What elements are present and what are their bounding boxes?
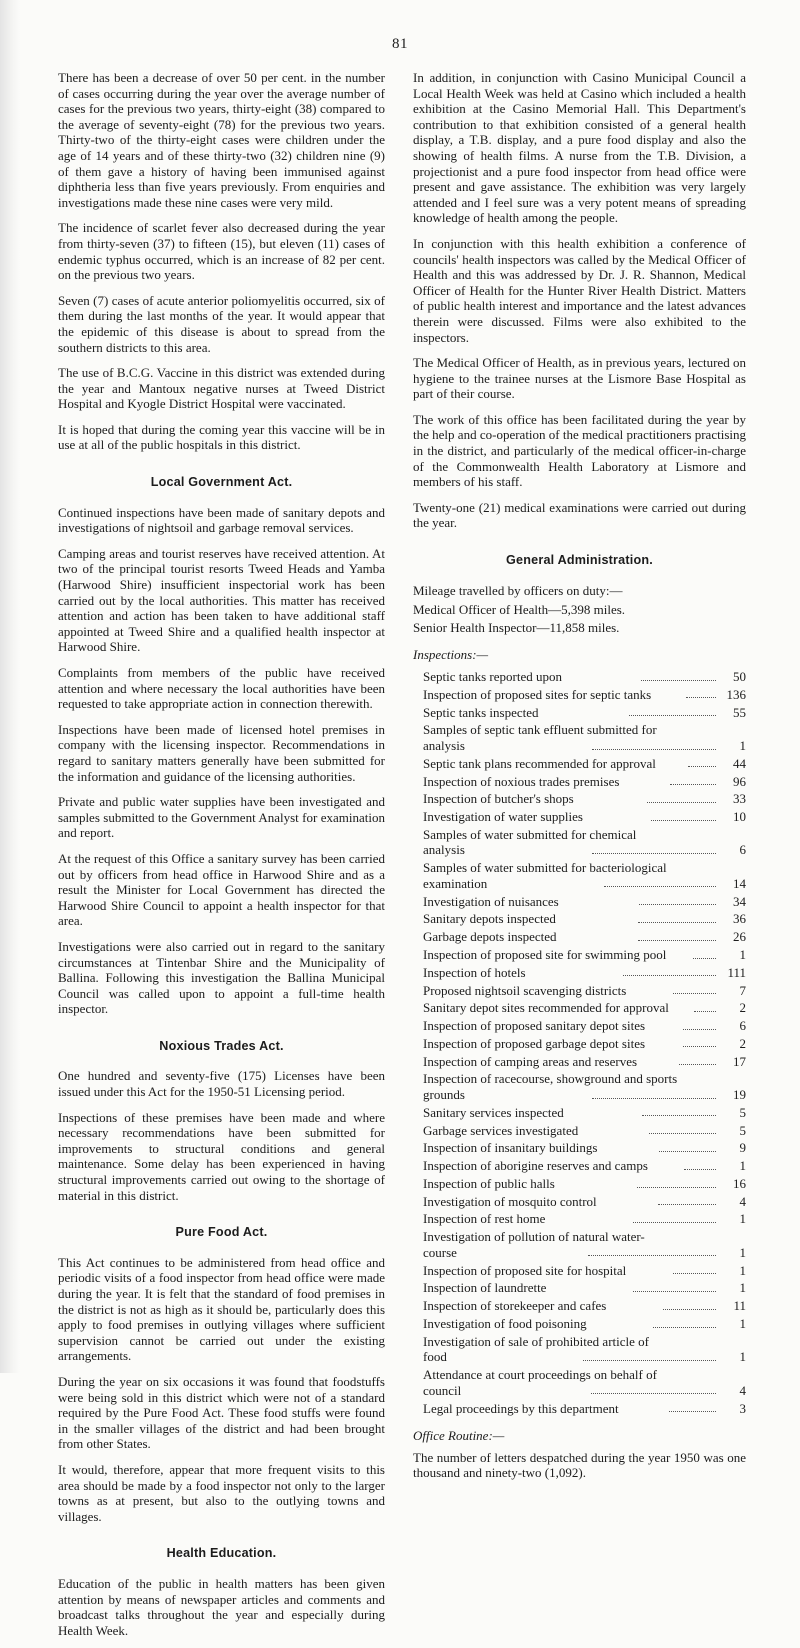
inspection-label: Legal proceedings by this department bbox=[423, 1400, 619, 1416]
inspection-count: 2 bbox=[739, 1035, 746, 1051]
paragraph: Camping areas and tourist reserves have received attention. At two of the principal tourist resorts Tweed Heads and Yamba (Harwood Shire) insufficient inspectorial work has been carried out by the local authorities. This matter has received attention and action has been taken to have additional staff appointed at Tweed Shire and a qualified health inspector at Harwood Shire. bbox=[58, 545, 385, 655]
inspection-count: 136 bbox=[726, 686, 746, 702]
dot-leader bbox=[659, 1151, 716, 1152]
inspection-row bbox=[423, 1071, 746, 1102]
inspection-label: Sanitary depots inspected bbox=[423, 911, 556, 927]
inspection-label: Investigation of water supplies bbox=[423, 809, 583, 825]
right-column bbox=[413, 70, 746, 1491]
inspection-label: Garbage services investigated bbox=[423, 1122, 579, 1138]
inspection-label: Investigation of food poisoning bbox=[423, 1315, 587, 1331]
paragraph: There has been a decrease of over 50 per cent. in the number of cases occurring during the year over the average number of cases for the previous two years, thirty-eight (38) compared to the average of seventy-eight (78) for the previous two years. Thirty-two of the thirty-eight cases were children under the age of 14 years and of these thirty-two (32) children nine (9) of them gave a history of having been immunised against diphtheria less than five years previously. From enquiries and investigations made these nine cases were very mild. bbox=[58, 70, 385, 210]
inspection-count: 6 bbox=[739, 1018, 747, 1034]
office-routine-text: The number of letters despatched during the year 1950 was one thousand and ninety-two (1,092). bbox=[413, 1449, 746, 1481]
inspection-row bbox=[423, 1036, 746, 1052]
dot-leader bbox=[647, 802, 716, 803]
inspection-count: 1 bbox=[739, 1158, 746, 1174]
inspection-label-line2 bbox=[423, 1245, 746, 1261]
inspection-count: 1 bbox=[739, 1280, 746, 1296]
inspection-count: 4 bbox=[739, 1193, 747, 1209]
paragraph: Investigations were also carried out in regard to the sanitary circumstances at Tintenbar Shire and the Municipality of Ballina. Following this investigation the Ballina Municipal Council was called upon to appoint a full-time health inspector. bbox=[58, 938, 385, 1017]
inspection-row bbox=[423, 1229, 746, 1260]
paragraph: One hundred and seventy-five (175) Licenses have been issued under this Act for the 1950-51 Licensing period. bbox=[58, 1068, 385, 1100]
mileage-line: Senior Health Inspector—11,858 miles. bbox=[413, 619, 620, 635]
dot-leader bbox=[633, 1222, 716, 1223]
mileage-line: Medical Officer of Health—5,398 miles. bbox=[413, 602, 626, 618]
dot-leader bbox=[642, 1115, 716, 1116]
inspection-row bbox=[423, 1158, 746, 1174]
inspection-label-line2 bbox=[423, 1087, 746, 1103]
section-heading-local-government: Local Government Act. bbox=[150, 475, 293, 490]
dot-leader bbox=[637, 1187, 716, 1188]
dot-leader bbox=[592, 853, 716, 854]
inspection-label: examination bbox=[423, 875, 488, 891]
section-heading-noxious-trades: Noxious Trades Act. bbox=[159, 1038, 284, 1053]
inspection-label: council bbox=[423, 1382, 462, 1398]
inspection-label: Inspection of noxious trades premises bbox=[423, 773, 620, 789]
inspection-row bbox=[423, 1401, 746, 1417]
inspection-label: Sanitary depot sites recommended for approval bbox=[423, 1000, 669, 1016]
dot-leader bbox=[684, 1169, 716, 1170]
inspection-row bbox=[423, 687, 746, 703]
inspection-label: Septic tanks reported upon bbox=[423, 669, 562, 684]
inspection-row bbox=[423, 1054, 746, 1070]
paragraph: The work of this office has been facilitated during the year by the help and co-operation of the medical practitioners practising in the district, and particularly of the medical officer-in-charge of the Commonwealth Health Laboratory at Lismore and members of his staff. bbox=[413, 411, 746, 490]
section-heading-general-administration: General Administration. bbox=[506, 553, 653, 568]
paragraph: Education of the public in health matters has been given attention by means of newspaper articles and comments and broadcast talks throughout the year and especially during Health Week. bbox=[58, 1575, 385, 1638]
inspection-row bbox=[423, 1298, 746, 1314]
paragraph: This Act continues to be administered from head office and periodic visits of a food inspector from head office were made during the year. It is felt that the standard of food premises in the district is not as high as it should be, particularly does this apply to food premises in outlying villages where sufficient supervision cannot be carried out under the existing arrangements. bbox=[58, 1254, 385, 1364]
inspection-label: Garbage depots inspected bbox=[423, 929, 557, 945]
dot-leader bbox=[638, 940, 716, 941]
inspection-row bbox=[423, 947, 746, 963]
inspection-count: 10 bbox=[733, 809, 746, 825]
inspection-label: Inspection of proposed site for swimming pool bbox=[423, 946, 667, 962]
inspection-label: course bbox=[423, 1244, 457, 1260]
inspection-row bbox=[423, 894, 746, 910]
left-column bbox=[58, 70, 385, 1648]
inspection-count: 55 bbox=[733, 704, 746, 720]
dot-leader bbox=[649, 1133, 716, 1134]
paragraph: Inspections of these premises have been made and where necessary recommendations have been submitted for improvements to structural conditions and general maintenance. Some delay has been experienced in having structural improvements carried out owing to the shortage of material in this district. bbox=[58, 1109, 385, 1203]
dot-leader bbox=[583, 1360, 716, 1361]
inspection-row bbox=[423, 965, 746, 981]
inspection-label: analysis bbox=[423, 842, 465, 858]
dot-leader bbox=[663, 1309, 716, 1310]
left-intro-section bbox=[58, 70, 385, 453]
inspection-label-line2 bbox=[423, 738, 746, 754]
inspection-count: 1 bbox=[739, 737, 747, 753]
inspection-count: 3 bbox=[739, 1400, 747, 1416]
inspection-row bbox=[423, 911, 746, 927]
paragraph: The use of B.C.G. Vaccine in this district was extended during the year and Mantoux negative nurses at Tweed District Hospital and Kyogle District Hospital were vaccinated. bbox=[58, 365, 385, 412]
inspection-label-line2 bbox=[423, 1383, 746, 1399]
inspection-label: Inspection of laundrette bbox=[423, 1280, 547, 1296]
dot-leader bbox=[679, 1064, 716, 1065]
dot-leader bbox=[688, 766, 716, 767]
dot-leader bbox=[591, 1393, 716, 1394]
inspection-count: 50 bbox=[733, 669, 746, 684]
inspection-count: 5 bbox=[739, 1104, 747, 1120]
inspection-row bbox=[423, 1263, 746, 1279]
dot-leader bbox=[623, 975, 716, 976]
inspection-label: Investigation of nuisances bbox=[423, 893, 559, 909]
dot-leader bbox=[629, 715, 716, 716]
inspection-row bbox=[423, 722, 746, 753]
paragraph: Continued inspections have been made of sanitary depots and investigations of nightsoil and garbage removal services. bbox=[58, 504, 385, 536]
inspection-row bbox=[423, 860, 746, 891]
paragraph: It would, therefore, appear that more frequent visits to this area should be made by a food inspector not only to the larger towns as at present, but also to the outlying towns and villages. bbox=[58, 1461, 385, 1524]
inspection-label-line1: Investigation of sale of prohibited article of bbox=[423, 1333, 649, 1349]
inspection-label: Inspection of insanitary buildings bbox=[423, 1140, 598, 1156]
paragraph: At the request of this Office a sanitary survey has been carried out by officers from head office in Harwood Shire and as a result the Minister for Local Government has directed the Harwood Shire Council to appoint a health inspector for that area. bbox=[58, 850, 385, 929]
dot-leader bbox=[592, 749, 716, 750]
inspection-row bbox=[423, 1123, 746, 1139]
inspection-count: 1 bbox=[739, 1244, 746, 1260]
dot-leader bbox=[651, 820, 716, 821]
paragraph: The Medical Officer of Health, as in previous years, lectured on hygiene to the trainee nurses at the Lismore Base Hospital as part of their course. bbox=[413, 355, 746, 402]
dot-leader bbox=[670, 784, 716, 785]
inspection-count: 5 bbox=[739, 1122, 746, 1138]
inspection-row bbox=[423, 1316, 746, 1332]
dot-leader bbox=[638, 922, 716, 923]
inspection-label: Inspection of storekeeper and cafes bbox=[423, 1298, 607, 1314]
paragraph: In addition, in conjunction with Casino Municipal Council a Local Health Week was held at Casino which included a health exhibition at the Casino Memorial Hall. This Department's contribution to that exhibition consisted of a general health display, a T.B. display, and a pure food display and also the showing of health films. A nurse from the T.B. Division, a projectionist and a pure food inspector from head office were present and gave assistance. The exhibition was very largely attended and I feel sure was a very potent means of spreading knowledge of health among the people. bbox=[413, 70, 746, 226]
dot-leader bbox=[641, 680, 716, 681]
inspection-count: 96 bbox=[733, 773, 746, 789]
inspection-row bbox=[423, 983, 746, 999]
inspection-label: Sanitary services inspected bbox=[423, 1104, 564, 1120]
inspection-count: 1 bbox=[739, 1211, 747, 1227]
inspection-label: Inspection of proposed garbage depot sites bbox=[423, 1035, 646, 1051]
dot-leader bbox=[694, 1011, 716, 1012]
paragraph: During the year on six occasions it was found that foodstuffs were being sold in this district which were not of a standard required by the Pure Food Act. These food stuffs were found in the smaller villages of the district and had been brought from other States. bbox=[58, 1373, 385, 1452]
mileage-intro: Mileage travelled by officers on duty:— bbox=[413, 582, 623, 598]
inspection-row bbox=[423, 1105, 746, 1121]
dot-leader bbox=[683, 1046, 716, 1047]
inspection-count: 111 bbox=[727, 964, 747, 980]
inspection-row bbox=[423, 669, 746, 685]
section-heading-pure-food: Pure Food Act. bbox=[175, 1225, 268, 1240]
inspection-row bbox=[423, 1176, 746, 1192]
dot-leader bbox=[592, 1098, 716, 1099]
inspection-count: 9 bbox=[739, 1140, 747, 1156]
inspection-count: 1 bbox=[739, 1349, 746, 1365]
inspection-count: 1 bbox=[739, 1315, 747, 1331]
inspection-count: 16 bbox=[733, 1175, 746, 1191]
dot-leader bbox=[653, 1327, 716, 1328]
inspection-label-line1: Samples of septic tank effluent submitted for bbox=[423, 722, 657, 738]
paragraph: Private and public water supplies have been investigated and samples submitted to the Government Analyst for examination and report. bbox=[58, 794, 385, 841]
dot-leader bbox=[658, 1204, 716, 1205]
dot-leader bbox=[673, 1273, 716, 1274]
page-number: 81 bbox=[392, 36, 408, 52]
inspection-count: 1 bbox=[739, 946, 747, 962]
inspection-label: Inspection of butcher's shops bbox=[423, 791, 574, 807]
inspection-label-line1: Samples of water submitted for chemical bbox=[423, 826, 637, 842]
inspection-row bbox=[423, 774, 746, 790]
paragraph: Twenty-one (21) medical examinations were carried out during the year. bbox=[413, 499, 746, 531]
inspection-label-line2 bbox=[423, 842, 746, 858]
office-routine-label: Office Routine:— bbox=[413, 1428, 505, 1444]
inspection-count: 44 bbox=[733, 755, 746, 771]
inspection-label-line1: Inspection of racecourse, showground and sports bbox=[423, 1071, 678, 1087]
inspection-row bbox=[423, 1018, 746, 1034]
inspections-list bbox=[413, 669, 746, 1416]
inspection-row bbox=[423, 1367, 746, 1398]
inspection-row bbox=[423, 929, 746, 945]
inspection-count: 6 bbox=[739, 842, 747, 858]
inspection-count: 36 bbox=[733, 911, 747, 927]
inspection-count: 33 bbox=[733, 791, 747, 807]
inspection-row bbox=[423, 1000, 746, 1016]
inspection-row bbox=[423, 809, 746, 825]
inspection-count: 2 bbox=[739, 1000, 746, 1016]
page-edge-shadow bbox=[0, 0, 20, 1373]
inspection-label-line2 bbox=[423, 1349, 746, 1365]
inspection-label: Inspection of aborigine reserves and camps bbox=[423, 1158, 648, 1174]
inspection-row bbox=[423, 791, 746, 807]
dot-leader bbox=[588, 1255, 716, 1256]
dot-leader bbox=[683, 1029, 716, 1030]
dot-leader bbox=[669, 1411, 716, 1412]
inspection-count: 14 bbox=[733, 875, 747, 891]
paragraph: Seven (7) cases of acute anterior poliomyelitis occurred, six of them during the last months of the year. It would appear that the epidemic of this disease is about to spread from the southern districts to this area. bbox=[58, 292, 385, 355]
inspection-row bbox=[423, 1194, 746, 1210]
mileage-block bbox=[413, 583, 746, 636]
inspection-label: Inspection of proposed sites for septic tanks bbox=[423, 686, 652, 702]
inspection-label: Investigation of mosquito control bbox=[423, 1193, 597, 1209]
inspection-count: 19 bbox=[733, 1087, 747, 1102]
inspection-count: 4 bbox=[739, 1382, 747, 1398]
inspection-count: 1 bbox=[739, 1262, 747, 1278]
inspection-row bbox=[423, 705, 746, 721]
inspection-label-line1: Investigation of pollution of natural water- bbox=[423, 1229, 645, 1245]
paragraph: The incidence of scarlet fever also decreased during the year from thirty-seven (37) to fifteen (15), but eleven (11) cases of endemic typhus occurred, which is an increase of 82 per cent. on the previous two years. bbox=[58, 220, 385, 283]
paragraph: Complaints from members of the public have received attention and where necessary the local authorities have been requested to take appropriate action in connection therewith. bbox=[58, 665, 385, 712]
dot-leader bbox=[639, 904, 716, 905]
inspection-label: Inspection of proposed site for hospital bbox=[423, 1262, 627, 1278]
paragraph: It is hoped that during the coming year this vaccine will be in use at all of the public hospitals in this district. bbox=[58, 421, 385, 453]
inspection-count: 17 bbox=[733, 1053, 746, 1069]
inspection-label: Proposed nightsoil scavenging districts bbox=[423, 982, 627, 998]
inspection-label: Septic tank plans recommended for approval bbox=[423, 755, 656, 771]
inspection-label: Inspection of proposed sanitary depot sites bbox=[423, 1018, 646, 1034]
inspection-row bbox=[423, 1140, 746, 1156]
inspection-label-line1: Samples of water submitted for bacteriological bbox=[423, 860, 667, 876]
dot-leader bbox=[633, 1291, 716, 1292]
inspection-label: Inspection of hotels bbox=[423, 964, 526, 980]
inspection-label: analysis bbox=[423, 737, 465, 753]
inspection-label-line2 bbox=[423, 876, 746, 892]
inspection-label-line1: Attendance at court proceedings on behalf of bbox=[423, 1367, 657, 1383]
inspection-label: Inspection of camping areas and reserves bbox=[423, 1053, 638, 1069]
inspection-count: 7 bbox=[739, 982, 747, 998]
inspection-label: Septic tanks inspected bbox=[423, 704, 539, 720]
inspection-row bbox=[423, 1334, 746, 1365]
inspection-row bbox=[423, 1280, 746, 1296]
section-heading-health-education: Health Education. bbox=[166, 1546, 277, 1561]
inspection-label: Inspection of public halls bbox=[423, 1175, 555, 1191]
inspection-label: Inspection of rest home bbox=[423, 1211, 546, 1227]
dot-leader bbox=[673, 993, 716, 994]
inspection-label: food bbox=[423, 1349, 447, 1365]
paragraph: Inspections have been made of licensed hotel premises in company with the licensing inspector. Recommendations in regard to sanitary matters generally have been submitted for the information and guidance of the licensing authorities. bbox=[58, 721, 385, 784]
inspection-count: 11 bbox=[733, 1298, 747, 1314]
inspection-row bbox=[423, 827, 746, 858]
paragraph: In conjunction with this health exhibition a conference of councils' health inspectors was called by the Medical Officer of Health and this was addressed by Dr. J. R. Shannon, Medical Officer of Health for the Hunter River Health District. Matters of public health interest and importance and the latest advances therein were discussed. Films were also exhibited to the inspectors. bbox=[413, 235, 746, 345]
dot-leader bbox=[693, 958, 716, 959]
inspection-row bbox=[423, 1211, 746, 1227]
inspections-label: Inspections:— bbox=[413, 647, 489, 663]
dot-leader bbox=[604, 886, 716, 887]
inspection-label: grounds bbox=[423, 1087, 465, 1102]
inspection-row bbox=[423, 756, 746, 772]
inspection-count: 34 bbox=[733, 893, 746, 909]
dot-leader bbox=[686, 697, 716, 698]
inspection-count: 26 bbox=[733, 929, 746, 945]
